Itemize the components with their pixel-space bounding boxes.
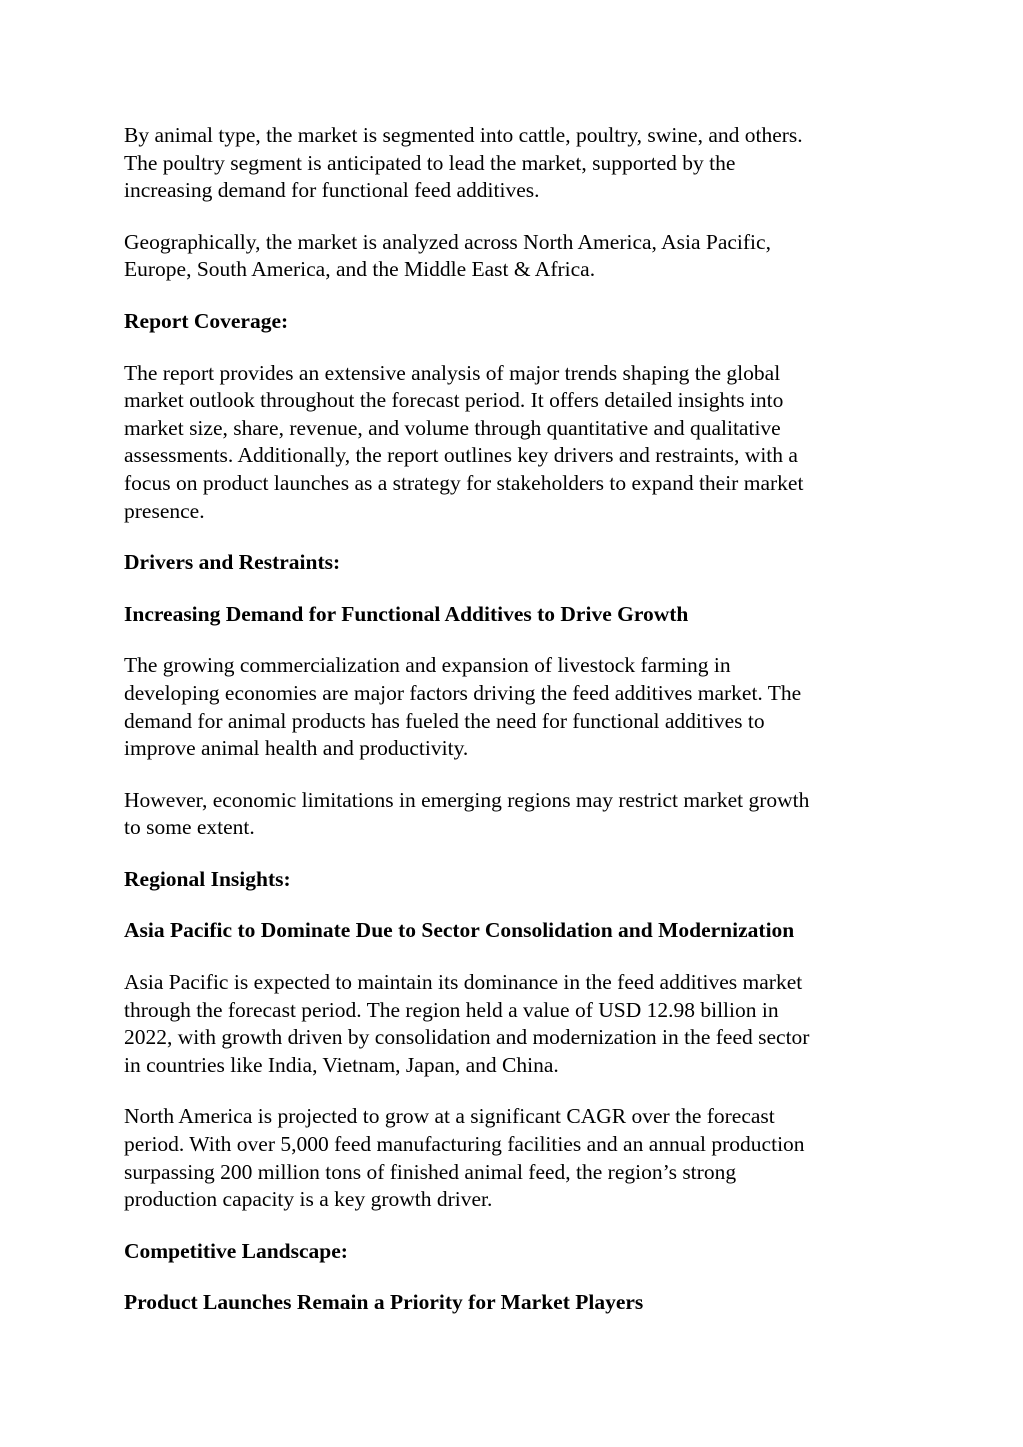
document-page: [124, 122, 904, 1317]
paragraph-report-coverage: The report provides an extensive analysis of major trends shaping the global market outlook throughout the forecast period. It offers detailed insights into market size, share, revenue, and volume through quantitative and qualitative assessments. Additionally, the report outlines key drivers and restraints, with a focus on product launches as a strategy for stakeholders to expand their market presence.: [124, 360, 804, 523]
heading-drivers-restraints: Drivers and Restraints:: [124, 550, 341, 575]
paragraph-geography: Geographically, the market is analyzed across North America, Asia Pacific, Europe, South America, and the Middle East & Africa.: [124, 229, 771, 282]
paragraph-drivers: The growing commercialization and expansion of livestock farming in developing economies are major factors driving the feed additives market. The demand for animal products has fueled the need for functional additives to improve animal health and productivity.: [124, 653, 802, 761]
paragraph-restraints: However, economic limitations in emerging regions may restrict market growth to some extent.: [124, 787, 810, 840]
paragraph-animal-type: By animal type, the market is segmented into cattle, poultry, swine, and others. The poultry segment is anticipated to lead the market, supported by the increasing demand for functional feed additives.: [124, 123, 803, 203]
subheading-product-launches: Product Launches Remain a Priority for Market Players: [124, 1290, 644, 1315]
heading-regional-insights: Regional Insights:: [124, 866, 291, 891]
paragraph-asia-pacific: Asia Pacific is expected to maintain its dominance in the feed additives market through the forecast period. The region held a value of USD 12.98 billion in 2022, with growth driven by consolidation and modernization in the feed sector in countries like India, Vietnam, Japan, and China.: [124, 970, 810, 1077]
subheading-asia-pacific: Asia Pacific to Dominate Due to Sector Consolidation and Modernization: [124, 918, 795, 943]
heading-report-coverage: Report Coverage:: [124, 308, 289, 333]
paragraph-north-america: North America is projected to grow at a significant CAGR over the forecast period. With over 5,000 feed manufacturing facilities and an annual production surpassing 200 million tons of finished animal feed, the region’s strong production capacity is a key growth driver.: [124, 1104, 805, 1212]
heading-competitive-landscape: Competitive Landscape:: [124, 1238, 348, 1263]
subheading-functional-additives: Increasing Demand for Functional Additives to Drive Growth: [124, 601, 689, 626]
